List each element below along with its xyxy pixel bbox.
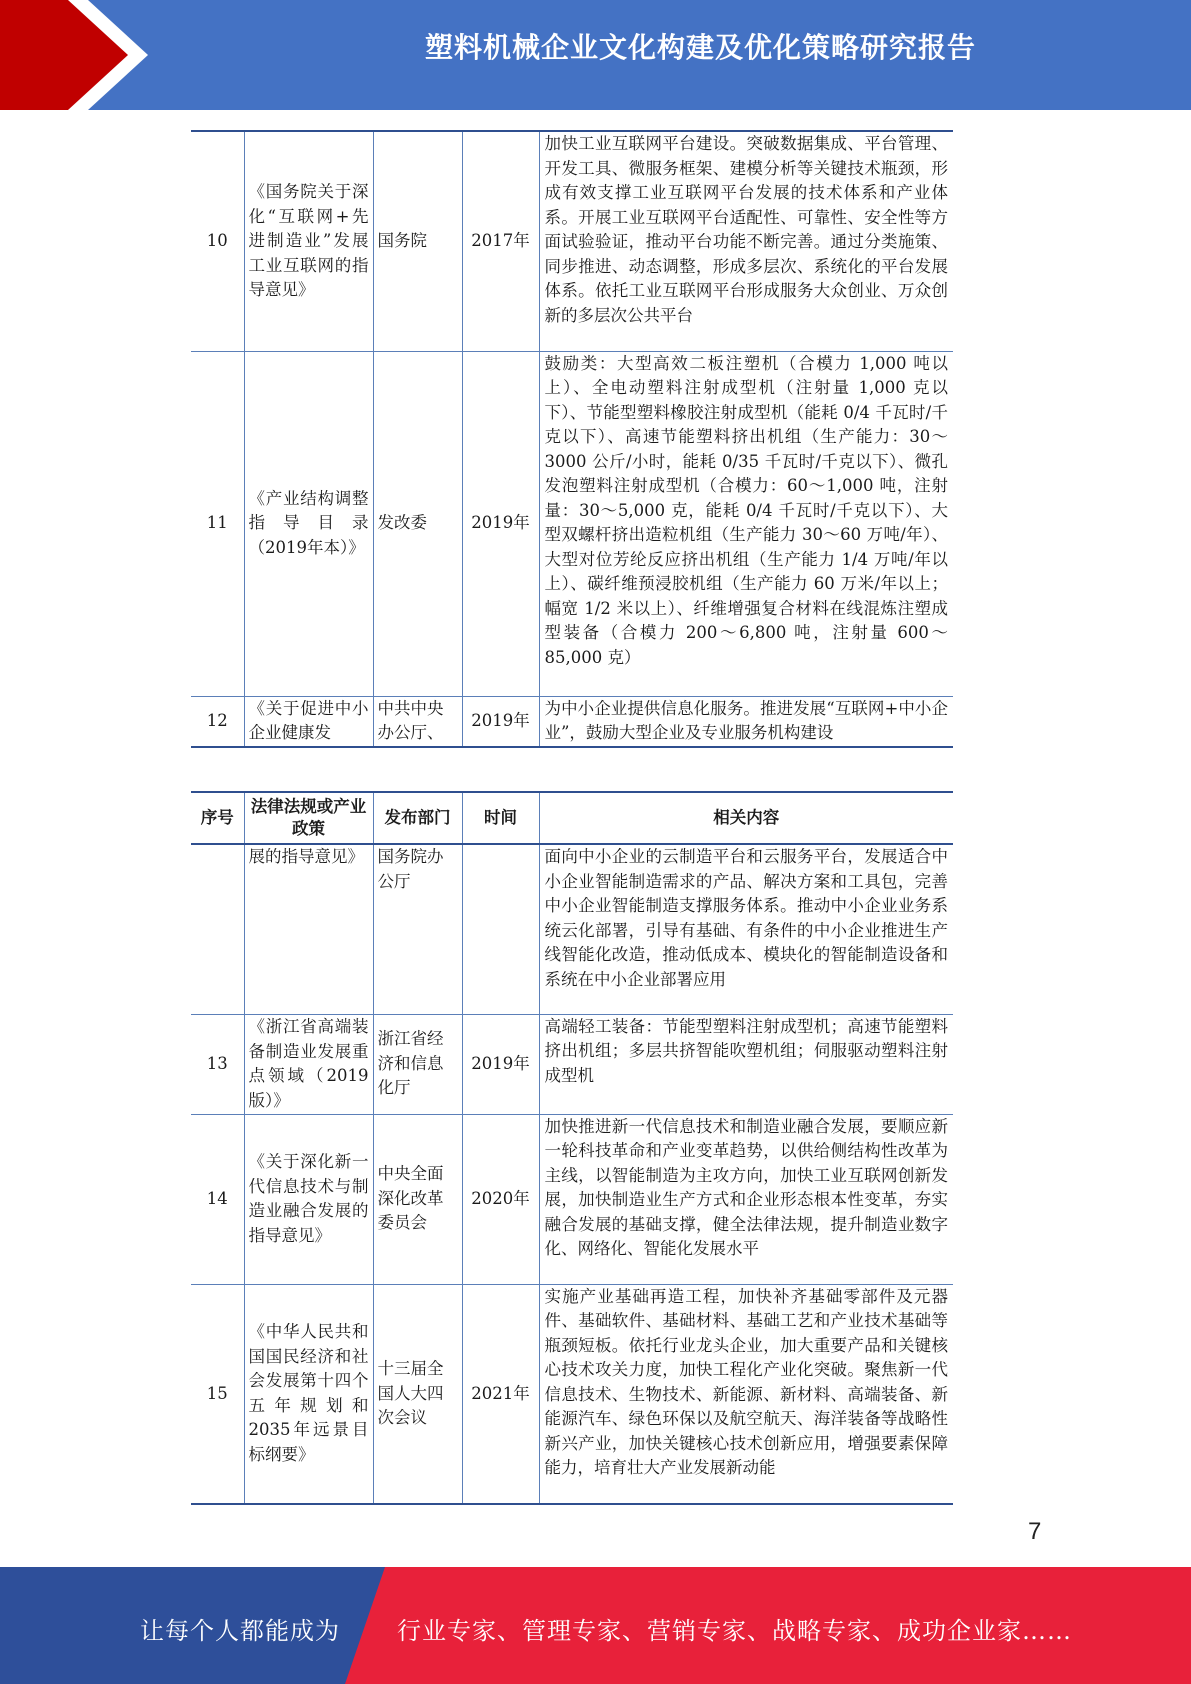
policy-content: 加快工业互联网平台建设。突破数据集成、平台管理、开发工具、微服务框架、建模分析等关键技术瓶颈，形成有效支撑工业互联网平台发展的技术体系和产业体系。开展工业互联网平台适配性、可靠性、安全性等方面试验验证，推动平台功能不断完善。通过分类施策、同步推进、动态调整，形成多层次、系统化的平台发展体系。依托工业互联网平台形成服务大众创业、万众创新的多层次公共平台 (539, 131, 953, 351)
policy-name: 《浙江省高端装备制造业发展重点领域（2019版）》 (244, 1014, 373, 1114)
page-header (0, 0, 1191, 110)
policy-content: 为中小企业提供信息化服务。推进发展“互联网+中小企业”，鼓励大型企业及专业服务机构建设 (539, 696, 953, 747)
header-time: 时间 (462, 792, 539, 844)
table-header-row (191, 792, 953, 844)
table-row (191, 131, 953, 351)
footer-slogan-left: 让每个人都能成为 (140, 1617, 340, 1645)
policy-content: 鼓励类：大型高效二板注塑机（合模力 1,000 吨以上）、全电动塑料注射成型机（注射量 1,000 克以下）、节能型塑料橡胶注射成型机（能耗 0/4 千瓦时/千克以下）、高速节能塑料挤出机组（生产能力：30～3000 公斤/小时，能耗 0/35 千瓦时/千克以下）、微孔发泡塑料注射成型机（合模力：60～1,000 吨，注射量：30～5,000 克，能耗 0/4 千瓦时/千克以下）、大型双螺杆挤出造粒机组（生产能力 30～60 万吨/年）、大型对位芳纶反应挤出机组（生产能力 1/4 万吨/年以上）、碳纤维预浸胶机组（生产能力 60 万米/年以上；幅宽 1/2 米以上）、纤维增强复合材料在线混炼注塑成型装备（合模力 200～6,800 吨，注射量 600～85,000 克） (539, 351, 953, 696)
row-number: 11 (191, 351, 244, 696)
issue-year: 2020年 (462, 1114, 539, 1284)
issue-year: 2019年 (462, 696, 539, 747)
table-row (191, 1014, 953, 1114)
table-row (191, 1284, 953, 1504)
issue-year: 2019年 (462, 351, 539, 696)
policy-name: 展的指导意见》 (244, 844, 373, 1014)
header-policy: 法律法规或产业政策 (244, 792, 373, 844)
issuing-department: 国务院办公厅 (373, 844, 462, 1014)
policy-name: 《中华人民共和国国民经济和社会发展第十四个五年规划和2035年远景目标纲要》 (244, 1284, 373, 1504)
page-footer (0, 1567, 1191, 1684)
issuing-department: 发改委 (373, 351, 462, 696)
policy-content: 高端轻工装备：节能型塑料注射成型机；高速节能塑料挤出机组；多层共挤智能吹塑机组；伺服驱动塑料注射成型机 (539, 1014, 953, 1114)
policy-content: 实施产业基础再造工程，加快补齐基础零部件及元器件、基础软件、基础材料、基础工艺和产业技术基础等瓶颈短板。依托行业龙头企业，加大重要产品和关键核心技术攻关力度，加快工程化产业化突破。聚焦新一代信息技术、生物技术、新能源、新材料、高端装备、新能源汽车、绿色环保以及航空航天、海洋装备等战略性新兴产业，加快关键核心技术创新应用，增强要素保障能力，培育壮大产业发展新动能 (539, 1284, 953, 1504)
policy-name: 《国务院关于深化“互联网+先进制造业”发展工业互联网的指导意见》 (244, 131, 373, 351)
header-department: 发布部门 (373, 792, 462, 844)
header-number: 序号 (191, 792, 244, 844)
footer-slogan-right: 行业专家、管理专家、营销专家、战略专家、成功企业家…… (397, 1617, 1072, 1645)
policy-table-continued (191, 130, 953, 748)
issue-year: 2017年 (462, 131, 539, 351)
row-number: 10 (191, 131, 244, 351)
row-number: 15 (191, 1284, 244, 1504)
row-number (191, 844, 244, 1014)
row-number: 12 (191, 696, 244, 747)
report-title: 塑料机械企业文化构建及优化策略研究报告 (424, 31, 976, 64)
policy-content: 加快推进新一代信息技术和制造业融合发展，要顺应新一轮科技革命和产业变革趋势，以供给侧结构性改革为主线，以智能制造为主攻方向，加快工业互联网创新发展，加快制造业生产方式和企业形态根本性变革，夯实融合发展的基础支撑，健全法律法规，提升制造业数字化、网络化、智能化发展水平 (539, 1114, 953, 1284)
table-row (191, 844, 953, 1014)
policy-content: 面向中小企业的云制造平台和云服务平台，发展适合中小企业智能制造需求的产品、解决方案和工具包，完善中小企业智能制造支撑服务体系。推动中小企业业务系统云化部署，引导有基础、有条件的中小企业推进生产线智能化改造，推动低成本、模块化的智能制造设备和系统在中小企业部署应用 (539, 844, 953, 1014)
issuing-department: 浙江省经济和信息化厅 (373, 1014, 462, 1114)
row-number: 14 (191, 1114, 244, 1284)
policy-name: 《产业结构调整指导目录（2019年本）》 (244, 351, 373, 696)
issue-year (462, 844, 539, 1014)
policy-name: 《关于深化新一代信息技术与制造业融合发展的指导意见》 (244, 1114, 373, 1284)
table-row (191, 1114, 953, 1284)
policy-name: 《关于促进中小企业健康发 (244, 696, 373, 747)
row-number: 13 (191, 1014, 244, 1114)
issue-year: 2021年 (462, 1284, 539, 1504)
issue-year: 2019年 (462, 1014, 539, 1114)
header-chevron-decoration (0, 0, 150, 110)
issuing-department: 中共中央办公厅、 (373, 696, 462, 747)
header-content: 相关内容 (539, 792, 953, 844)
issuing-department: 中央全面深化改革委员会 (373, 1114, 462, 1284)
table-row (191, 351, 953, 696)
issuing-department: 国务院 (373, 131, 462, 351)
policy-table (191, 791, 953, 1505)
page-number: 7 (1028, 1518, 1042, 1545)
table-row (191, 696, 953, 747)
issuing-department: 十三届全国人大四次会议 (373, 1284, 462, 1504)
